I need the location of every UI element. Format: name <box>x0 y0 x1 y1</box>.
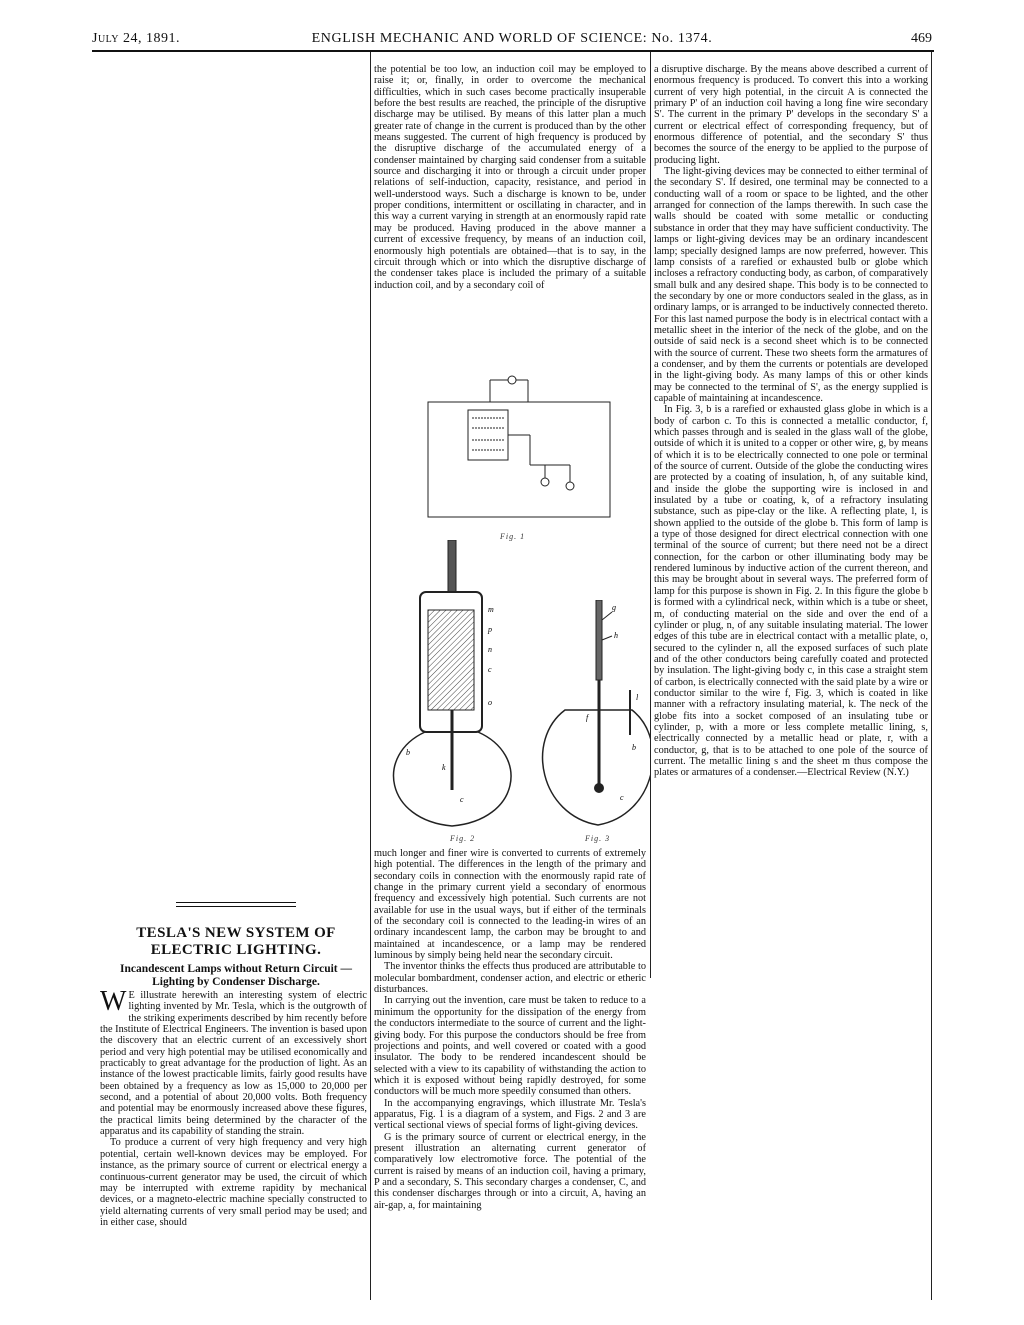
figure-2-label: c <box>488 665 492 674</box>
figure-2-label: m <box>488 605 494 614</box>
figure-2-caption: Fig. 2 <box>450 834 476 843</box>
figure-3-lamp <box>540 600 650 832</box>
page-header <box>92 30 932 48</box>
article-title: TESLA'S NEW SYSTEM OF ELECTRIC LIGHTING. <box>136 925 336 958</box>
page-number: 469 <box>911 31 932 46</box>
paragraph: In carrying out the invention, care must be taken to reduce to a minimum the opportunity for the dissipation of the energy from the conductors intermediate to the source of current and the light-giving body. For this purpose the conductors should be free from projections and points, and well covered or coated with a good insulator. The body to be rendered incandescent should be selected with a view to its capability of withstanding the action to which it is exposed without being rapidly destroyed, for some conductors will be much more speedily consumed than others. <box>374 995 646 1098</box>
paragraph: In the accompanying engravings, which illustrate Mr. Tesla's apparatus, Fig. 1 is a diagram of a system, and Figs. 2 and 3 are vertical sectional views of special forms of light-giving devices. <box>374 1097 646 1132</box>
figure-2-label: o <box>488 698 492 707</box>
figure-3-label: l <box>636 693 639 702</box>
figure-2-label: p <box>488 625 492 634</box>
paragraph: The light-giving devices may be connected to either terminal of the secondary S'. If desired, one terminal may be connected to a conducting wall of a room or space to be lighted, and the other arranged for connection of the lamps therewith. In such case the walls should be coated with some metallic or conducting substance in order that they may have sufficient conductivity. The lamps or light-giving devices may be an ordinary incandescent lamp; specially designed lamps are now preferred, however. This lamp consists of a rarefied or exhausted bulb or globe which incloses a refractory conducting body, as carbon, of comparatively small bulk and any desired shape. This body is to be connected to the secondary by one or more conductors sealed in the glass, as in ordinary lamps, or is arranged to be inductively connected thereto. For this last named purpose the body is in electrical contact with a metallic sheet in the interior of the neck of the globe, and on the outside of said neck is a second sheet which is to be connected with the source of current. These two sheets form the armatures of a condenser, and by them the currents or potentials are developed in the light-giving body. As many lamps of this or other kinds may be connected to the terminal of S', as the energy supplied is capable of maintaining at incandescence. <box>654 166 928 404</box>
paragraph: a disruptive discharge. By the means above described a current of enormous frequency is produced. To convert this into a working current of very high potential, in the circuit A is connected the primary P' of an induction coil having a long fine wire secondary S'. The current in the primary P' develops in the secondary S' a current or electrical effect of corresponding frequency, but of enormous difference of potential, and the secondary S' thus becomes the source of the energy to be applied to the purpose of producing light. <box>654 64 928 166</box>
column-right <box>654 64 928 984</box>
figure-1-caption: Fig. 1 <box>500 532 526 541</box>
paragraph: The inventor thinks the effects thus produced are attributable to molecular bombardment, condenser action, and electric or etheric disturbances. <box>374 961 646 996</box>
header-rule <box>92 50 934 52</box>
figure-3-label: f <box>586 713 589 722</box>
paragraph: W E illustrate herewith an interesting system of electric lighting invented by Mr. Tesla, which is the outgrowth of the striking experiments described by him recently before the Institute of Electrical Engineers. The invention is based upon the discovery that an electric current of an excessively short period and very high potential may be utilised economically and practicably to great advantage for the production of light. As an instance of the lowest practicable limits, fairly good results have been obtained by a frequency as low as 15,000 to 20,000 per second, and a potential of about 20,000 volts. Both frequency and potential may be enormously increased above these figures, the practical limits being determined by the character of the apparatus and its capability of standing the strain. <box>100 990 367 1138</box>
column-middle-bottom <box>374 848 646 1310</box>
figure-3-label: b <box>632 743 636 752</box>
paragraph: In Fig. 3, b is a rarefied or exhausted glass globe in which is a body of carbon c. To this is connected a metallic conductor, f, which passes through and is sealed in the glass wall of the globe, outside of which it is united to a copper or other wire, g, by means of which it is to be electrically connected to one pole or terminal of the source of current. Outside of the globe the conducting wires are protected by a coating of insulation, h, of any suitable kind, and inside the globe the supporting wire is inclosed in and insulated by a tube or coating, k, of a refractory insulating substance, such as pipe-clay or the like. A reflecting plate, l, is shown applied to the outside of the globe b. This form of lamp is a type of those designed for direct electrical connection with one terminal of the source of current; but there need not be a direct connection, for the carbon or other illuminating body may be rendered luminous by inductive action of the current thereon, and this may be brought about in several ways. The preferred form of lamp for this purpose is shown in Fig. 2. In this figure the globe b is formed with a cylindrical neck, within which is a tube or sheet, m, of conducting material on the side and over the end of a cylinder or plug, n, of any suitable insulating material. The lower edges of this tube are in electrical contact with a metallic plate, o, secured to the cylinder n, all the exposed surfaces of such plate and of the other conductors being carefully coated and protected by insulation. The light-giving body c, in this case a straight stem of carbon, is electrically connected with the said plate by a wire or conductor similar to the wire f, Fig. 3, which is coated in like manner with a refractory insulating material, k. The neck of the globe fits into a socket composed of an insulating tube or cylinder, p, with a more or less complete metallic lining, s, electrically connected by a metallic head or plate, r, with a conductor, g, that is to be attached to one pole of the source of current. The metallic lining s and the sheet m thus compose the plates or armatures of a condenser.—Electrical Review (N.Y.) <box>654 404 928 779</box>
figure-2-lamp <box>380 540 530 830</box>
paragraph: much longer and finer wire is converted to currents of extremely high potential. The differences in the length of the primary and secondary coils in connection with the enormously rapid rate of change in the primary current yield a secondary of enormous frequency and excessively high potential. Such currents are not available for use in the usual ways, but if either of the terminals of the secondary coil is connected to the leading-in wires of an ordinary incandescent lamp, the carbon may be brought to and maintained at incandescence, or a lamp may be rendered luminous by simply being held near the secondary circuit. <box>374 848 646 962</box>
figure-3-label: h <box>614 631 618 640</box>
drop-cap: W <box>100 990 127 1017</box>
figure-1-diagram <box>420 370 620 530</box>
figure-3-label: c <box>620 793 624 802</box>
column-divider <box>650 52 651 978</box>
journal-title: ENGLISH MECHANIC AND WORLD OF SCIENCE: No. 1374. <box>311 31 713 46</box>
figure-2-label: b <box>406 748 410 757</box>
column-left <box>100 990 367 1308</box>
paragraph: To produce a current of very high frequency and very high potential, certain well-known devices may be employed. For instance, as the primary source of current or electrical energy a continuous-current generator may be used, the circuit of which may be interrupted with extreme rapidity by mechanical devices, or a magneto-electric machine specially constructed to yield alternating currents of very small period may be used; and in either case, should <box>100 1137 367 1228</box>
paragraph: the potential be too low, an induction coil may be employed to raise it; or, finally, in order to overcome the mechanical difficulties, which in such cases become practically insuperable before the best results are reached, the principle of the disruptive discharge may be utilised. By means of this latter plan a much greater rate of change in the current is produced than by the other means suggested. The current of high frequency is produced by the disruptive discharge of the accumulated energy of a condenser maintained by charging said condenser from a suitable source and discharging it into or through a circuit under proper relations of self-induction, capacity, resistance, and period in well-understood ways. Such a discharge is known to be, under proper conditions, intermittent or oscillating in character, and in this way a current varying in strength at an enormously rapid rate may be produced. Having produced in the above manner a current of excessive frequency, by means of an induction coil, enormously high potentials are obtained—that is to say, in the circuit through which or into which the disruptive discharge of the condenser takes place is included the primary of a suitable induction coil, and by a secondary coil of <box>374 64 646 291</box>
figure-3-label: g <box>612 603 616 612</box>
article-heading <box>100 902 372 989</box>
heading-rule <box>176 902 296 907</box>
article-subtitle: Incandescent Lamps without Return Circuit —Lighting by Condenser Discharge. <box>119 963 353 988</box>
figure-2-label: n <box>488 645 492 654</box>
column-middle-top <box>374 64 646 348</box>
figure-2-label: c <box>460 795 464 804</box>
paragraph: G is the primary source of current or electrical energy, in the present illustration an alternating current generator of comparatively low electromotive force. The potential of the current is raised by means of an induction coil, having a primary, P and a secondary, S. This secondary charges a condenser, C, and this condenser discharges through or into a circuit, A, having an air-gap, a, for maintaining <box>374 1131 646 1211</box>
figure-2-label: k <box>442 763 446 772</box>
column-divider <box>370 52 371 1300</box>
figure-3-caption: Fig. 3 <box>585 834 611 843</box>
column-divider <box>931 52 932 1300</box>
issue-date: July 24, 1891. <box>92 31 180 46</box>
